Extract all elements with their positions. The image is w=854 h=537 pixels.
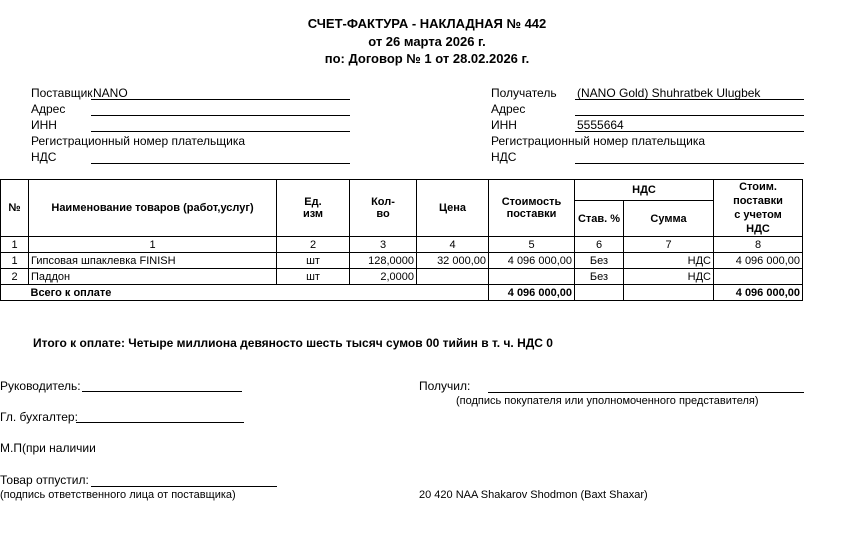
header-num: № [1,180,29,237]
row-price: 32 000,00 [417,253,489,269]
accountant-signature-line [76,422,244,423]
received-note: (подпись покупателя или уполномоченного представителя) [456,395,759,407]
total-amount: 4 096 000,00 [714,285,803,301]
recipient-address-label: Адрес [491,102,526,116]
row-price [417,269,489,285]
supplier-address-line [91,115,350,116]
received-label: Получил: [419,379,471,393]
row-num: 1 [1,253,29,269]
header-qty: Кол- во [350,180,417,237]
supplier-nds-label: НДС [31,150,57,164]
header-nds-sum: Сумма [624,201,714,237]
released-label: Товар отпустил: [0,473,89,487]
supplier-inn-label: ИНН [31,118,57,132]
head-label: Руководитель: [0,379,81,393]
col-number: 3 [350,237,417,253]
recipient-nds-label: НДС [491,150,517,164]
supplier-label: Поставщик [31,86,93,100]
row-name: Паддон [29,269,277,285]
recipient-nds-line [575,163,804,164]
col-number: 7 [624,237,714,253]
total-spacer [1,285,29,301]
row-qty: 2,0000 [350,269,417,285]
row-cost [489,269,575,285]
row-nds-sum: НДС [624,269,714,285]
header-nds-rate: Став. % [575,201,624,237]
received-signature-line [488,392,804,393]
total-cost: 4 096 000,00 [489,285,575,301]
row-name: Гипсовая шпаклевка FINISH [29,253,277,269]
supplier-name: NANO [93,86,128,100]
col-number: 2 [277,237,350,253]
total-label: Всего к оплате [29,285,489,301]
header-name: Наименование товаров (работ,услуг) [29,180,277,237]
recipient-inn: 5555664 [577,118,624,132]
header-total: Стоим. поставки с учетом НДС [714,180,803,237]
stamp-label: М.П(при наличии [0,441,96,455]
recipient-name: (NANO Gold) Shuhratbek Ulugbek [577,86,761,100]
released-signature-line [91,486,277,487]
total-row [1,285,803,301]
supplier-name-line [91,99,350,100]
footer-info: 20 420 NAA Shakarov Shodmon (Baxt Shaxar) [419,489,648,501]
column-numbers-row [1,237,803,253]
invoice-date: от 26 марта 2026 г. [368,34,486,49]
col-number: 4 [417,237,489,253]
table-row [1,253,803,269]
recipient-label: Получатель [491,86,557,100]
supplier-reg-label: Регистрационный номер плательщика [31,134,246,148]
supplier-inn-line [91,131,350,132]
row-nds-rate: Без [575,269,624,285]
supplier-address-label: Адрес [31,102,66,116]
invoice-title: СЧЕТ-ФАКТУРА - НАКЛАДНАЯ № 442 [307,16,547,31]
row-unit: шт [277,269,350,285]
header-nds: НДС [575,180,714,201]
col-number: 5 [489,237,575,253]
col-number: 8 [714,237,803,253]
recipient-address-line [575,115,804,116]
head-signature-line [82,391,242,392]
row-nds-sum: НДС [624,253,714,269]
row-qty: 128,0000 [350,253,417,269]
header-cost: Стоимость поставки [489,180,575,237]
table-row [1,269,803,285]
released-note: (подпись ответственного лица от поставщика) [0,489,236,501]
recipient-inn-label: ИНН [491,118,517,132]
invoice-contract: по: Договор № 1 от 28.02.2026 г. [324,51,530,66]
row-num: 2 [1,269,29,285]
row-unit: шт [277,253,350,269]
recipient-inn-line [575,131,804,132]
row-total: 4 096 000,00 [714,253,803,269]
header-price: Цена [417,180,489,237]
row-cost: 4 096 000,00 [489,253,575,269]
invoice-table [0,179,803,301]
col-number: 6 [575,237,624,253]
supplier-nds-line [91,163,350,164]
row-nds-rate: Без [575,253,624,269]
accountant-label: Гл. бухгалтер: [0,410,78,424]
col-number: 1 [29,237,277,253]
total-nds-sum [624,285,714,301]
col-number: 1 [1,237,29,253]
header-unit: Ед. изм [277,180,350,237]
payment-summary: Итого к оплате: Четыре миллиона девяносто шесть тысяч сумов 00 тийин в т. ч. НДС 0 [33,336,553,350]
recipient-reg-label: Регистрационный номер плательщика [491,134,706,148]
recipient-name-line [575,99,804,100]
row-total [714,269,803,285]
total-nds-rate [575,285,624,301]
